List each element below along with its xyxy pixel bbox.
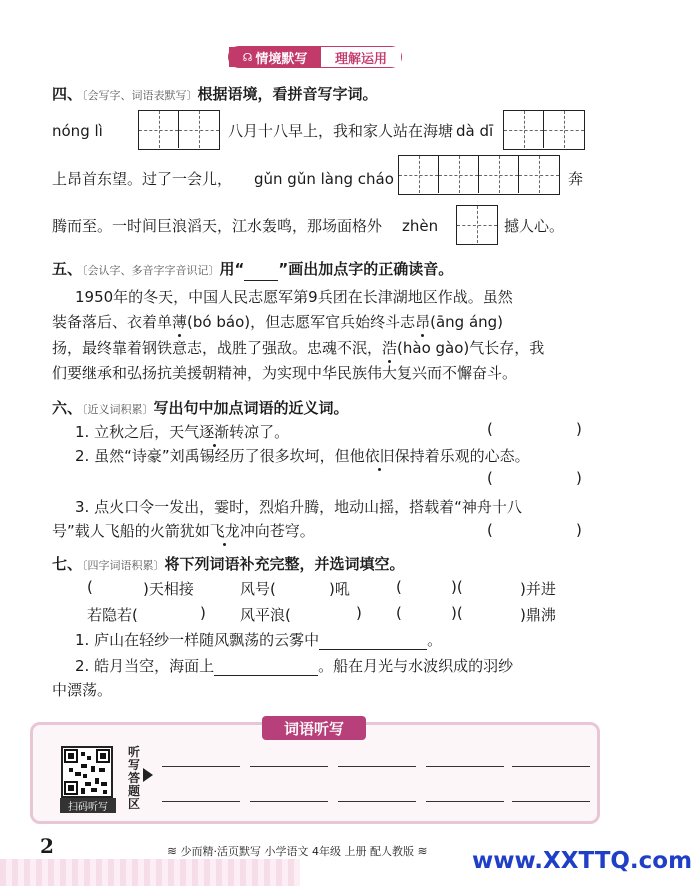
dictation-side-label: 听写答题区 [128, 745, 141, 811]
q4-pinyin-4: zhèn [402, 217, 439, 235]
headphone-icon: ☊ [242, 50, 253, 64]
q7-r2-c6[interactable]: )( [451, 604, 463, 622]
q7-r1-c4: )吼 [329, 580, 350, 598]
q5-line-2: 装备落后、衣着单薄(bó báo)，但志愿军官兵始终斗志昂(āng áng) [52, 313, 504, 331]
q4-text-4: 腾而至。一时间巨浪滔天，江水轰鸣，那场面格外 [52, 217, 383, 235]
section-tag [228, 46, 402, 68]
q7-r1-c6[interactable]: )( [451, 578, 463, 596]
wave-icon: ≋ [417, 844, 428, 858]
dictation-line[interactable] [512, 766, 590, 767]
dictation-line[interactable] [250, 801, 328, 802]
q5-line-3: 扬，最终靠着钢铁意志，战胜了强敌。忠魂不泯，浩(hào gào)气长存，我 [52, 339, 545, 357]
qr-code-icon[interactable] [61, 746, 113, 798]
q7-r2-c7: )鼎沸 [520, 606, 556, 624]
footer-decoration [0, 859, 300, 886]
q4-pinyin-2: dà dī [456, 122, 494, 140]
q6-answer-2-open[interactable]: ( [487, 469, 493, 487]
q4-text-2: 上昂首东望。过了一会儿， [52, 170, 233, 188]
q7-r2-c3[interactable]: 风平浪( [240, 606, 291, 624]
q7-r1-c3[interactable]: 风号( [240, 580, 276, 598]
q7-r2-c1[interactable]: 若隐若( [87, 606, 138, 624]
q6-sentence-2: 2. 虽然“诗豪”刘禹锡经历了很多坎坷，但他依旧保持着乐观的心态。 [75, 447, 530, 465]
q7-blank-2[interactable] [214, 660, 318, 676]
dictation-line[interactable] [338, 766, 416, 767]
dictation-line[interactable] [426, 766, 504, 767]
q7-blank-1[interactable] [319, 634, 427, 650]
wave-icon: ≋ [167, 844, 178, 858]
q4-grid-4[interactable] [456, 205, 498, 245]
arrow-right-icon [143, 768, 153, 782]
q7-r1-c1[interactable]: ( [87, 578, 93, 596]
page-number: 2 [40, 834, 54, 858]
q4-text-3: 奔 [568, 170, 584, 188]
q6-sentence-3a: 3. 点火口令一发出，霎时，烈焰升腾，地动山摇，搭载着“神舟十八 [75, 498, 522, 516]
q7-r2-c4: ) [356, 604, 362, 622]
q4-grid-2[interactable] [503, 110, 585, 150]
q7-r1-c5[interactable]: ( [396, 578, 402, 596]
q5-line-4: 们要继承和弘扬抗美援朝精神，为实现中华民族伟大复兴而不懈奋斗。 [52, 364, 518, 382]
section-tag-left: ☊ 情境默写 [229, 47, 321, 67]
dictation-line[interactable] [338, 801, 416, 802]
q7-r2-c5[interactable]: ( [396, 604, 402, 622]
q6-answer-2-close: ) [576, 469, 582, 487]
q6-answer-1-open[interactable]: ( [487, 420, 493, 438]
dictation-title: 词语听写 [262, 716, 366, 740]
footer-text: ≋ 少而精·活页默写 小学语文 4年级 上册 配人教版 ≋ [167, 844, 428, 858]
dictation-line[interactable] [250, 766, 328, 767]
qr-label: 扫码听写 [60, 798, 116, 813]
dictation-line[interactable] [512, 801, 590, 802]
q4-grid-3[interactable] [398, 155, 560, 195]
section-tag-right: 理解运用 [321, 47, 401, 67]
q7-r1-c2: )天相接 [143, 580, 194, 598]
q7-sentence-2: 2. 皓月当空，海面上 。船在月光与水波织成的羽纱 [75, 657, 514, 675]
dictation-line[interactable] [426, 801, 504, 802]
q6-answer-1-close: ) [576, 420, 582, 438]
q7-heading: 七、〔四字词语积累〕将下列词语补充完整，并选词填空。 [52, 555, 405, 573]
dictation-line[interactable] [162, 801, 240, 802]
q7-r2-c2: ) [200, 604, 206, 622]
q7-sentence-1: 1. 庐山在轻纱一样随风飘荡的云雾中 。 [75, 631, 443, 649]
q5-heading: 五、〔会认字、多音字字音识记〕用“ ”画出加点字的正确读音。 [52, 259, 453, 281]
dictation-line[interactable] [162, 766, 240, 767]
q6-sentence-1: 1. 立秋之后，天气逐渐转凉了。 [75, 423, 290, 441]
q7-sentence-2-cont: 中漂荡。 [52, 681, 113, 699]
q5-line-1: 1950年的冬天，中国人民志愿军第9兵团在长津湖地区作战。虽然 [75, 288, 513, 306]
q4-pinyin-3: gǔn gǔn làng cháo [254, 170, 394, 188]
q7-r1-c7: )并进 [520, 580, 556, 598]
q4-grid-1[interactable] [138, 110, 220, 150]
watermark: www.XXTTQ.com [472, 848, 692, 874]
q6-heading: 六、〔近义词积累〕写出句中加点词语的近义词。 [52, 399, 349, 417]
q6-sentence-3b: 号”载人飞船的火箭犹如飞龙冲向苍穹。 [52, 522, 315, 540]
q4-text-1: 八月十八早上，我和家人站在海塘 [228, 122, 454, 140]
q4-heading: 四、〔会写字、词语表默写〕根据语境，看拼音写字词。 [52, 85, 378, 103]
q4-pinyin-1: nóng lì [52, 122, 103, 140]
q4-text-5: 撼人心。 [504, 217, 565, 235]
q6-answer-3-open[interactable]: ( [487, 521, 493, 539]
q6-answer-3-close: ) [576, 521, 582, 539]
